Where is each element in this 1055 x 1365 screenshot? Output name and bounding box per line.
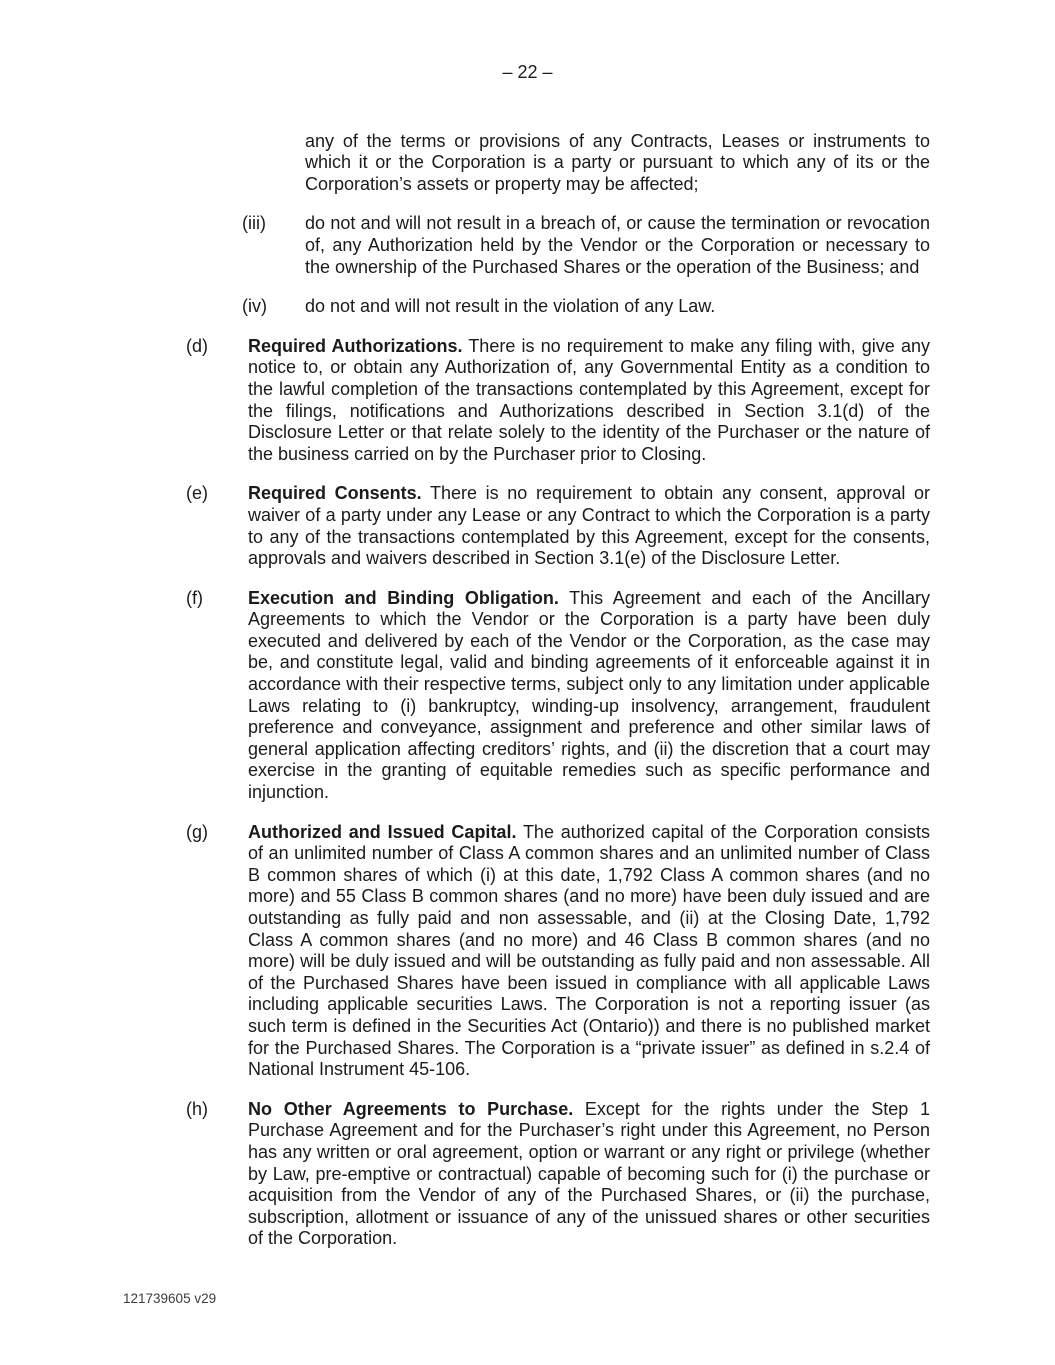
clause-label: (h)	[186, 1098, 208, 1119]
sub-clause-text: do not and will not result in a breach of, or cause the termination or revocation of, any Authorization held by the Vendor or the Corporation or necessary to the ownership of the Purchased Shares or the operation of the Business; and	[305, 213, 930, 277]
sub-clause-iv	[242, 296, 1055, 318]
clause-text: There is no requirement to obtain any consent, approval or waiver of a party under any Lease or any Contract to which the Corporation is a party to any of the transactions contemplated by this Agreement, except for the consents, approvals and waivers described in Section 3.1(e) of the Disclosure Letter.	[248, 483, 930, 569]
clause-heading: Required Consents.	[248, 483, 422, 504]
sub-clause-label: (iii)	[242, 213, 266, 234]
clause-text: The authorized capital of the Corporation consists of an unlimited number of Class A common shares and an unlimited number of Class B common shares of which (i) at this date, 1,792 Class A common shares (and no more) and 55 Class B common shares (and no more) have been duly issued and are outstanding as fully paid and non assessable, and (ii) at the Closing Date, 1,792 Class A common shares (and no more) and 46 Class B common shares (and no more) will be duly issued and will be outstanding as fully paid and non assessable. All of the Purchased Shares have been issued in compliance with all applicable Laws including applicable securities Laws. The Corporation is not a reporting issuer (as such term is defined in the Securities Act (Ontario)) and there is no published market for the Purchased Shares. The Corporation is a “private issuer” as defined in s.2.4 of National Instrument 45-106.	[248, 821, 930, 1080]
clause-body	[248, 483, 930, 569]
clause-label: (f)	[186, 587, 203, 608]
clause-label: (e)	[186, 483, 208, 504]
clause-heading: Authorized and Issued Capital.	[248, 821, 517, 842]
page-number: – 22 –	[502, 62, 553, 82]
clause-heading: Execution and Binding Obligation.	[248, 587, 559, 608]
clause-heading: No Other Agreements to Purchase.	[248, 1098, 574, 1119]
clause-body	[248, 336, 930, 466]
clause-g	[186, 822, 1055, 1081]
paragraph-continuation: any of the terms or provisions of any Contracts, Leases or instruments to which it or the Corporation is a party or pursuant to which any of its or the Corporation’s assets or property may be affected;	[305, 130, 930, 194]
clause-text: There is no requirement to make any filing with, give any notice to, or obtain any Authorization of, any Governmental Entity as a condition to the lawful completion of the transactions contemplated by this Agreement, except for the filings, notifications and Authorizations described in Section 3.1(d) of the Disclosure Letter or that relate solely to the identity of the Purchaser or the nature of the business carried on by the Purchaser prior to Closing.	[248, 335, 930, 464]
clause-body	[248, 822, 930, 1081]
clause-body	[248, 1099, 930, 1250]
clause-label: (d)	[186, 335, 208, 356]
clause-h	[186, 1099, 1055, 1250]
clause-text: Except for the rights under the Step 1 Purchase Agreement and for the Purchaser’s right under this Agreement, no Person has any written or oral agreement, option or warrant or any right or privilege (whether by Law, pre-emptive or contractual) capable of becoming such for (i) the purchase or acquisition from the Vendor of any of the Purchased Shares, or (ii) the purchase, subscription, allotment or issuance of any of the unissued shares or other securities of the Corporation.	[248, 1098, 930, 1249]
clause-e	[186, 483, 1055, 569]
clause-text: This Agreement and each of the Ancillary Agreements to which the Vendor or the Corporation is a party have been duly executed and delivered by each of the Vendor or the Corporation, as the case may be, and constitute legal, valid and binding agreements of it enforceable against it in accordance with their respective terms, subject only to any limitation under applicable Laws relating to (i) bankruptcy, winding-up insolvency, arrangement, fraudulent preference and conveyance, assignment and preference and other similar laws of general application affecting creditors’ rights, and (ii) the discretion that a court may exercise in the granting of equitable remedies such as specific performance and injunction.	[248, 587, 930, 803]
clause-label: (g)	[186, 821, 208, 842]
sub-clause-iii	[242, 213, 1055, 278]
clause-body	[248, 588, 930, 804]
clause-heading: Required Authorizations.	[248, 335, 463, 356]
document-id-footer: 121739605 v29	[123, 1291, 217, 1306]
sub-clause-label: (iv)	[242, 296, 267, 317]
sub-clause-text: do not and will not result in the violation of any Law.	[305, 296, 716, 317]
clause-d	[186, 336, 1055, 466]
clause-f	[186, 588, 1055, 804]
